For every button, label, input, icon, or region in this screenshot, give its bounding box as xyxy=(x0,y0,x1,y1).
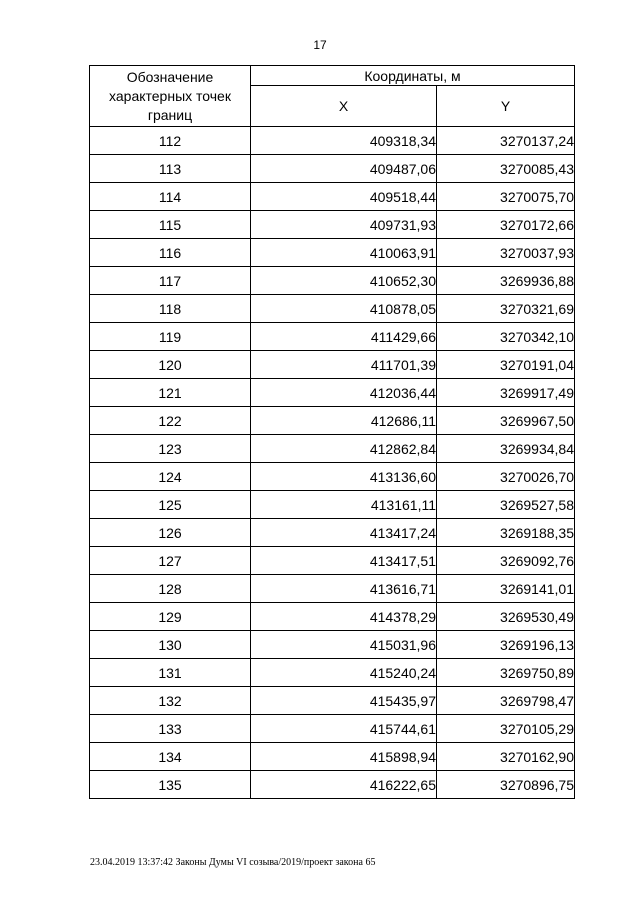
table-row xyxy=(90,407,575,435)
table-header xyxy=(90,66,575,127)
coordinates-table xyxy=(89,65,575,799)
y-coordinate-cell: 3269750,89 xyxy=(437,659,575,687)
table-row xyxy=(90,351,575,379)
x-coordinate-cell: 409731,93 xyxy=(251,211,437,239)
point-id-cell: 135 xyxy=(90,771,251,799)
table-row xyxy=(90,211,575,239)
x-coordinate-cell: 411429,66 xyxy=(251,323,437,351)
y-coordinate-cell: 3270321,69 xyxy=(437,295,575,323)
y-coordinate-cell: 3269141,01 xyxy=(437,575,575,603)
x-coordinate-cell: 413136,60 xyxy=(251,463,437,491)
table-row xyxy=(90,715,575,743)
x-coordinate-cell: 412862,84 xyxy=(251,435,437,463)
y-coordinate-cell: 3269936,88 xyxy=(437,267,575,295)
x-coordinate-cell: 415435,97 xyxy=(251,687,437,715)
y-coordinate-cell: 3269934,84 xyxy=(437,435,575,463)
point-id-cell: 114 xyxy=(90,183,251,211)
table-row xyxy=(90,267,575,295)
point-id-cell: 127 xyxy=(90,547,251,575)
point-id-cell: 124 xyxy=(90,463,251,491)
x-coordinate-cell: 415898,94 xyxy=(251,743,437,771)
x-coordinate-cell: 413161,11 xyxy=(251,491,437,519)
table-row xyxy=(90,603,575,631)
point-id-cell: 119 xyxy=(90,323,251,351)
table-row xyxy=(90,631,575,659)
point-id-cell: 113 xyxy=(90,155,251,183)
table-row xyxy=(90,547,575,575)
table-body xyxy=(90,127,575,799)
point-id-cell: 122 xyxy=(90,407,251,435)
x-coordinate-cell: 415744,61 xyxy=(251,715,437,743)
table-row xyxy=(90,155,575,183)
point-id-cell: 116 xyxy=(90,239,251,267)
x-coordinate-cell: 412036,44 xyxy=(251,379,437,407)
table-row xyxy=(90,687,575,715)
y-coordinate-cell: 3270162,90 xyxy=(437,743,575,771)
y-coordinate-cell: 3270172,66 xyxy=(437,211,575,239)
point-id-cell: 117 xyxy=(90,267,251,295)
table-row xyxy=(90,379,575,407)
table-row xyxy=(90,463,575,491)
x-coordinate-cell: 410878,05 xyxy=(251,295,437,323)
point-id-cell: 129 xyxy=(90,603,251,631)
x-coordinate-cell: 415031,96 xyxy=(251,631,437,659)
y-coordinate-cell: 3269967,50 xyxy=(437,407,575,435)
header-coordinates: Координаты, м xyxy=(251,66,575,86)
x-coordinate-cell: 413616,71 xyxy=(251,575,437,603)
x-coordinate-cell: 410652,30 xyxy=(251,267,437,295)
y-coordinate-cell: 3269527,58 xyxy=(437,491,575,519)
point-id-cell: 128 xyxy=(90,575,251,603)
header-x: X xyxy=(251,86,437,127)
y-coordinate-cell: 3269092,76 xyxy=(437,547,575,575)
y-coordinate-cell: 3270342,10 xyxy=(437,323,575,351)
y-coordinate-cell: 3270105,29 xyxy=(437,715,575,743)
page-number: 17 xyxy=(313,38,327,52)
x-coordinate-cell: 415240,24 xyxy=(251,659,437,687)
x-coordinate-cell: 409487,06 xyxy=(251,155,437,183)
point-id-cell: 132 xyxy=(90,687,251,715)
x-coordinate-cell: 413417,51 xyxy=(251,547,437,575)
point-id-cell: 130 xyxy=(90,631,251,659)
point-id-cell: 118 xyxy=(90,295,251,323)
point-id-cell: 112 xyxy=(90,127,251,155)
x-coordinate-cell: 409318,34 xyxy=(251,127,437,155)
point-id-cell: 121 xyxy=(90,379,251,407)
x-coordinate-cell: 410063,91 xyxy=(251,239,437,267)
point-id-cell: 131 xyxy=(90,659,251,687)
header-designation: Обозначение характерных точек границ xyxy=(90,66,251,127)
point-id-cell: 125 xyxy=(90,491,251,519)
point-id-cell: 134 xyxy=(90,743,251,771)
table-row xyxy=(90,183,575,211)
y-coordinate-cell: 3270026,70 xyxy=(437,463,575,491)
footer-text: 23.04.2019 13:37:42 Законы Думы VI созыва/2019/проект закона 65 xyxy=(90,857,376,868)
point-id-cell: 126 xyxy=(90,519,251,547)
table-row xyxy=(90,323,575,351)
y-coordinate-cell: 3269798,47 xyxy=(437,687,575,715)
point-id-cell: 115 xyxy=(90,211,251,239)
y-coordinate-cell: 3269188,35 xyxy=(437,519,575,547)
y-coordinate-cell: 3270037,93 xyxy=(437,239,575,267)
table-row xyxy=(90,491,575,519)
y-coordinate-cell: 3269196,13 xyxy=(437,631,575,659)
point-id-cell: 123 xyxy=(90,435,251,463)
x-coordinate-cell: 409518,44 xyxy=(251,183,437,211)
table-row xyxy=(90,295,575,323)
y-coordinate-cell: 3270137,24 xyxy=(437,127,575,155)
y-coordinate-cell: 3270896,75 xyxy=(437,771,575,799)
y-coordinate-cell: 3269530,49 xyxy=(437,603,575,631)
x-coordinate-cell: 416222,65 xyxy=(251,771,437,799)
table-row xyxy=(90,239,575,267)
table-row xyxy=(90,435,575,463)
y-coordinate-cell: 3270191,04 xyxy=(437,351,575,379)
x-coordinate-cell: 414378,29 xyxy=(251,603,437,631)
table-row xyxy=(90,743,575,771)
y-coordinate-cell: 3269917,49 xyxy=(437,379,575,407)
table-row xyxy=(90,519,575,547)
x-coordinate-cell: 412686,11 xyxy=(251,407,437,435)
table-row xyxy=(90,127,575,155)
table-row xyxy=(90,771,575,799)
table-row xyxy=(90,659,575,687)
point-id-cell: 133 xyxy=(90,715,251,743)
y-coordinate-cell: 3270075,70 xyxy=(437,183,575,211)
x-coordinate-cell: 413417,24 xyxy=(251,519,437,547)
table-row xyxy=(90,575,575,603)
header-y: Y xyxy=(437,86,575,127)
y-coordinate-cell: 3270085,43 xyxy=(437,155,575,183)
point-id-cell: 120 xyxy=(90,351,251,379)
x-coordinate-cell: 411701,39 xyxy=(251,351,437,379)
